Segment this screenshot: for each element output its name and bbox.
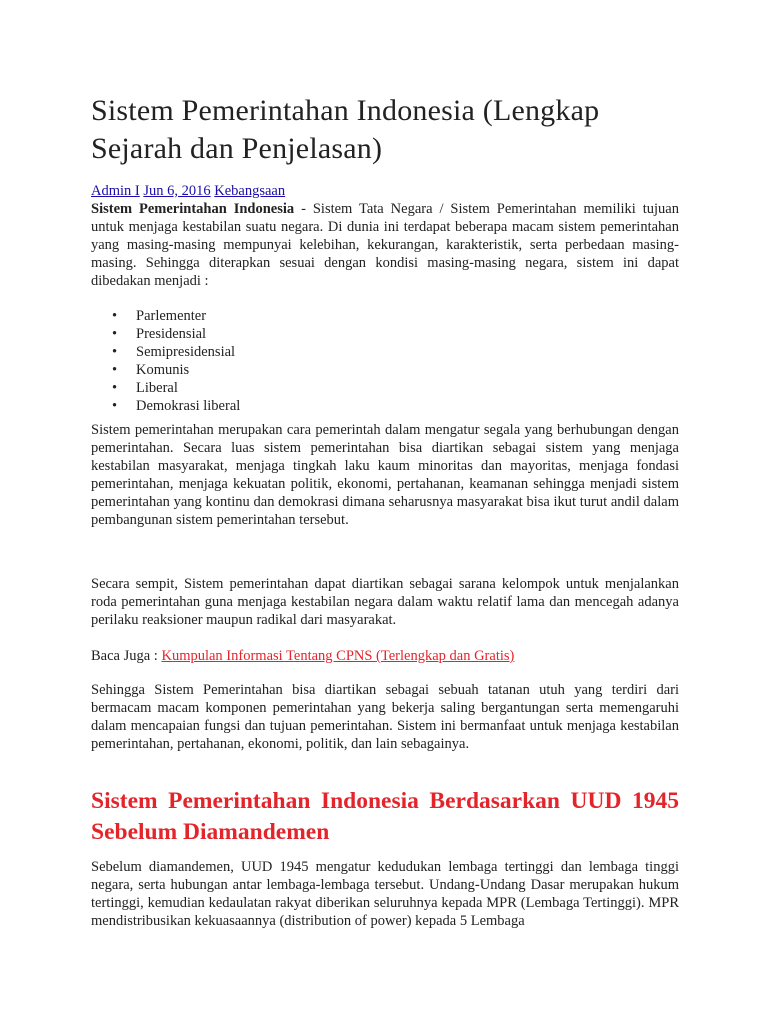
list-item-label: Demokrasi liberal (136, 398, 241, 414)
post-date[interactable]: Jun 6, 2016 (143, 183, 211, 199)
list-item-label: Presidensial (136, 326, 207, 342)
paragraph-narrow-definition: Secara sempit, Sistem pemerintahan dapat diartikan sebagai sarana kelompok untuk menjalankan roda pemerintahan guna menjaga kestabilan negara dalam waktu relatif lama dan mencegah adanya perilaku reaksioner maupun radikal dari masyarakat. (91, 576, 679, 628)
bullet-icon: • (112, 398, 118, 414)
paragraph-definition: Sistem pemerintahan merupakan cara pemerintah dalam mengatur segala yang berhubungan dengan pemerintahan. Secara luas sistem pemerintahan bisa diartikan sebagai sistem yang menjaga kestabilan masyarakat, menjaga tingkah laku kaum minoritas dan mayoritas, menjaga fondasi pemerintahan, menjaga kekuatan politik, ekonomi, pertahanan, keamanan sehingga menjadi sistem pemerintahan yang kontinu dan demokrasi dimana seharusnya masyarakat bisa ikut turut andil dalam pembangunan sistem pemerintahan tersebut. (91, 422, 679, 528)
author-link[interactable]: Admin I (91, 183, 140, 199)
bullet-icon: • (112, 362, 118, 378)
lead-text: - Sistem Tata Negara / Sistem Pemerintahan memiliki tujuan untuk menjaga kestabilan suatu negara. Di dunia ini terdapat beberapa macam sistem pemerintahan yang masing-masing mempunyai kelebihan, kekurangan, karakteristik, serta perbedaan masing-masing. Sehingga diterapkan sesuai dengan kondisi masing-masing negara, sistem ini dapat dibedakan menjadi : (91, 201, 679, 289)
paragraph-summary: Sehingga Sistem Pemerintahan bisa diartikan sebagai sebuah tatanan utuh yang terdiri dari bermacam macam komponen pemerintahan yang bekerja saling bergantungan serta memengaruhi dalam mencapaian fungsi dan tujuan pemerintahan. Sistem ini bermanfaat untuk menjaga kestabilan pemerintahan, pertahanan, ekonomi, politik, dan lain sebagainya. (91, 682, 679, 752)
list-item-label: Liberal (136, 380, 178, 396)
lead-bold-term: Sistem Pemerintahan Indonesia (91, 201, 295, 217)
paragraph-before-amendment: Sebelum diamandemen, UUD 1945 mengatur kedudukan lembaga tertinggi dan lembaga tinggi negara, serta hubungan antar lembaga-lembaga tersebut. Undang-Undang Dasar merupakan hukum tertinggi, kemudian kedaulatan rakyat diberikan seluruhnya kepada MPR (Lembaga Tertinggi). MPR mendistribusikan kekuasaannya (distribution of power) kepada 5 Lembaga (91, 859, 679, 929)
bullet-icon: • (112, 380, 118, 396)
list-item (112, 397, 241, 415)
government-systems-list (91, 307, 240, 415)
list-item (112, 379, 240, 397)
list-item (112, 343, 240, 361)
read-also-link[interactable]: Kumpulan Informasi Tentang CPNS (Terlengkap dan Gratis) (161, 648, 515, 664)
list-item (112, 325, 240, 343)
category-link[interactable]: Kebangsaan (214, 183, 286, 199)
article-title: Sistem Pemerintahan Indonesia (Lengkap Sejarah dan Penjelasan) (91, 94, 600, 165)
list-item-label: Komunis (136, 362, 190, 378)
read-also-label: Baca Juga : (91, 648, 162, 664)
list-item-label: Semipresidensial (136, 344, 236, 360)
read-also (91, 647, 679, 665)
list-item-label: Parlementer (136, 308, 207, 324)
list-item (112, 361, 240, 379)
lead-paragraph (91, 200, 679, 290)
bullet-icon: • (112, 308, 118, 324)
list-item (112, 307, 240, 325)
bullet-icon: • (112, 326, 118, 342)
article-meta (91, 182, 285, 200)
bullet-icon: • (112, 344, 118, 360)
section-heading: Sistem Pemerintahan Indonesia Berdasarkan UUD 1945 Sebelum Diamandemen (91, 788, 679, 845)
